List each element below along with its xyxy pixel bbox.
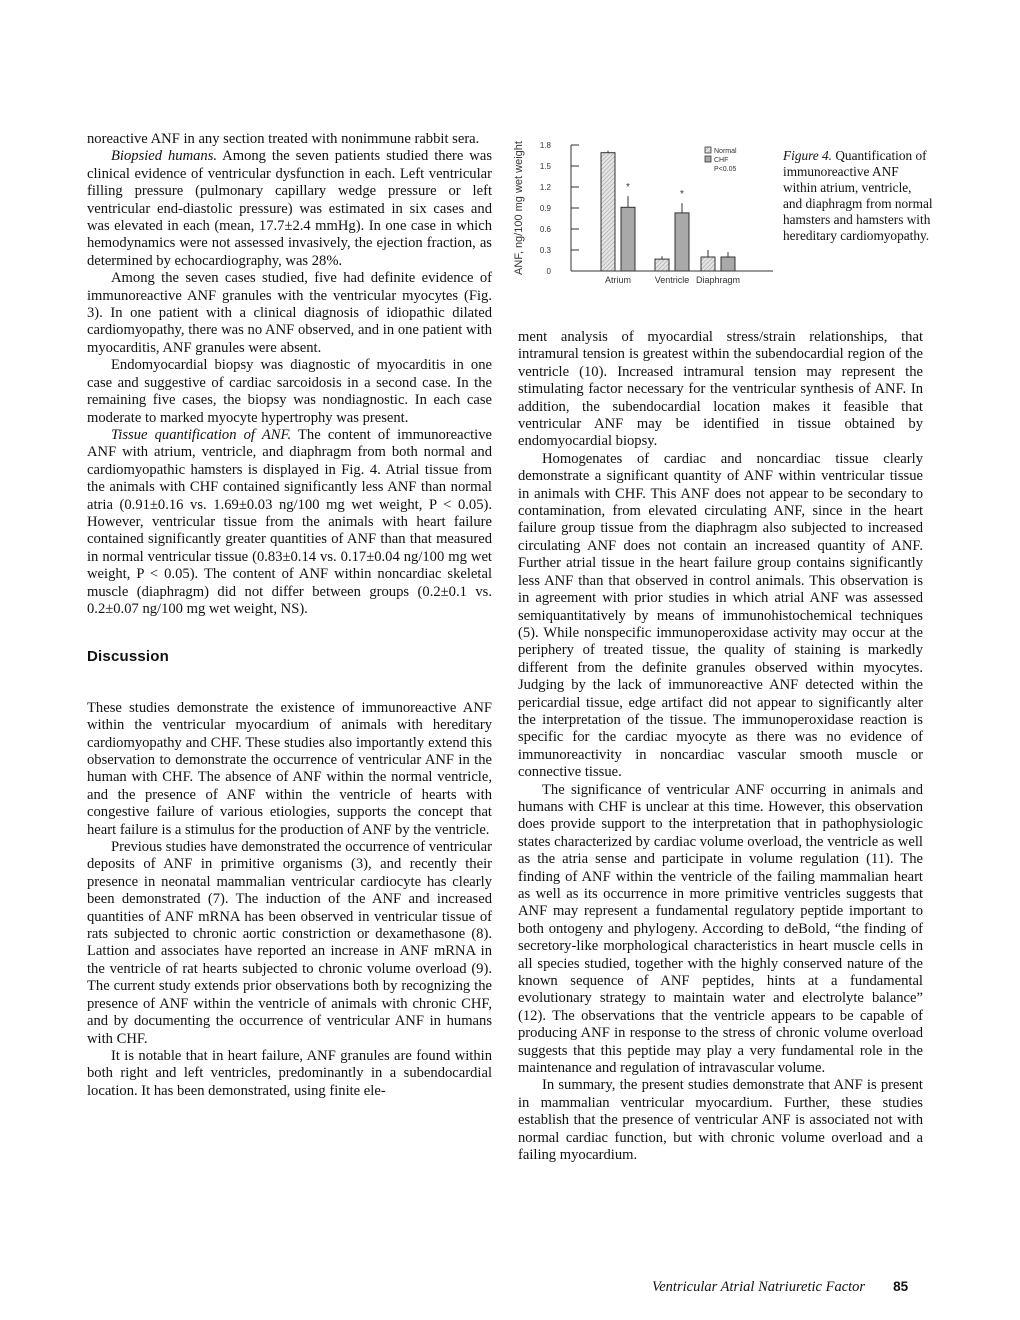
legend-note: P<0.05	[714, 166, 737, 173]
legend-swatch-chf	[705, 156, 711, 162]
bar-chart	[505, 130, 775, 290]
significance-marker: *	[626, 182, 630, 194]
legend-label: Normal	[714, 148, 737, 155]
bar-normal-atrium	[601, 153, 615, 271]
paragraph: Endomyocardial biopsy was diagnostic of myocarditis in one case and suggestive of cardiac sarcoidosis in a second case. In the remaining five cases, the biopsy was nondiagnostic. In each case moderate to marked myocyte hypertrophy was present.	[87, 357, 492, 426]
section-heading-discussion: Discussion	[87, 648, 170, 666]
paragraph: These studies demonstrate the existence of immunoreactive ANF within the ventricular myocardium of animals with hereditary cardiomyopathy and CHF. These studies also importantly extend this observation to demonstrate the occurrence of ventricular ANF in the human with CHF. The absence of ANF within the normal ventricle, and the presence of ANF within the ventricle of hearts with congestive failure of various etiologies, supports the concept that heart failure is a stimulus for the production of ANF by the ventricle.	[87, 699, 492, 838]
paragraph-lead: Biopsied humans.	[111, 148, 218, 165]
paragraph: It is notable that in heart failure, ANF granules are found within both right and left ventricles, predominantly in a subendocardial location. It has been demonstrated, using finite ele-	[87, 1047, 492, 1099]
figure-caption	[783, 148, 933, 245]
left-column	[87, 131, 492, 1100]
running-title: Ventricular Atrial Natriuretic Factor	[652, 1279, 866, 1295]
right-column	[518, 329, 923, 1165]
y-tick-label: 0	[546, 267, 551, 276]
bar-chf-ventricle	[675, 213, 689, 271]
paragraph: In summary, the present studies demonstrate that ANF is present in mammalian ventricular myocardium. Further, these studies establish that the presence of ventricular ANF is associated not with normal cardiac function, but with chronic volume overload and a failing myocardium.	[518, 1077, 923, 1164]
y-tick-label: 0.3	[539, 246, 551, 255]
y-axis-label: ANF, ng/100 mg wet weight	[513, 141, 525, 275]
y-tick-label: 0.9	[539, 204, 551, 213]
page-number: 85	[893, 1279, 909, 1294]
paragraph: The significance of ventricular ANF occurring in animals and humans with CHF is unclear at this time. However, this observation does provide support to the interpretation that in pathophysiologic states characterized by cardiac volume overload, the ventricle as well as the atria sense and participate in volume regulation (11). The finding of ANF within the ventricle of the failing mammalian heart as well as its occurrence in more primitive ventricles suggests that ANF may represent a fundamental regulatory peptide important to both ontogeny and phylogeny. According to deBold, “the finding of secretory-like morphological characteristics in heart muscle cells in all species studied, together with the highly conserved nature of the known sequence of ANF peptides, hints at a fundamental evolutionary strategy to maintain water and electrolyte balance” (12). The observations that the ventricle appears to be capable of producing ANF in response to the stress of chronic volume overload suggests that this peptide may play a very fundamental role in the maintenance and regulation of intravascular volume.	[518, 781, 923, 1077]
paragraph: noreactive ANF in any section treated with nonimmune rabbit sera.	[87, 131, 480, 147]
bar-chf-diaphragm	[721, 257, 735, 271]
x-tick-label: Atrium	[604, 275, 632, 285]
paragraph: Homogenates of cardiac and noncardiac tissue clearly demonstrate a significant quantity of ANF within ventricular tissue in animals with CHF. This ANF does not appear to be secondary to contamination, from elevated circulating ANF, since in the heart failure group tissue from the diaphragm also subjected to increased circulating ANF does not contain an increased quantity of ANF. Further atrial tissue in the heart failure group contains significantly less ANF than that observed in control animals. This observation is in agreement with prior studies in which atrial ANF was assessed semiquantitatively by means of immunohistochemical techniques (5). While nonspecific immunoperoxidase activity may occur at the periphery of treated tissue, the quality of staining is markedly different from the definite granules observed within myocytes. Judging by the lack of immunoreactive ANF detected within the pericardial tissue, edge artifact did not appear to significantly alter the interpretation of the tissue. The immunoperoxidase reaction is specific for the cardiac myocyte as there was no evidence of immunoreactivity in noncardiac vascular smooth muscle or connective tissue.	[518, 450, 923, 781]
paragraph-lead: Tissue quantification of ANF.	[111, 426, 292, 443]
legend-label: CHF	[714, 157, 729, 164]
y-tick-label: 1.8	[539, 141, 551, 150]
y-tick-label: 1.2	[539, 183, 551, 192]
significance-marker: *	[680, 189, 684, 201]
x-tick-label: Diaphragm	[695, 275, 741, 285]
figure-caption-text: Quantification of immunoreactive ANF within atrium, ventricle, and diaphragm from normal hamsters and hamsters with hereditary cardiomyopathy.	[783, 148, 933, 244]
page-footer	[652, 1279, 908, 1296]
paragraph: Among the seven cases studied, five had definite evidence of immunoreactive ANF granules with the ventricular myocytes (Fig. 3). In one patient with a clinical diagnosis of idiopathic dilated cardiomyopathy, there was no ANF observed, and in one patient with myocarditis, ANF granules were absent.	[87, 270, 492, 356]
bar-normal-ventricle	[655, 259, 669, 271]
figure-label: Figure 4.	[783, 148, 832, 163]
paragraph: Biopsied humans. Among the seven patients studied there was clinical evidence of ventricular dysfunction in each. Left ventricular filling pressure (pulmonary capillary wedge pressure or left ventricular end-diastolic pressure) was estimated in six cases and was elevated in each (mean, 17.7±2.4 mmHg). In one case in which hemodynamics were not assessed invasively, the ejection fraction, as determined by echocardiography, was 28%.	[87, 148, 492, 269]
bar-chf-atrium	[621, 207, 635, 271]
legend-swatch-normal	[705, 147, 711, 153]
x-tick-label: Ventricle	[654, 275, 690, 285]
y-tick-label: 1.5	[539, 162, 551, 171]
paragraph: Previous studies have demonstrated the occurrence of ventricular deposits of ANF in primitive organisms (3), and recently their presence in neonatal mammalian ventricular cardiocyte has clearly been demonstrated (7). The induction of the ANF and increased quantities of ANF mRNA has been observed in ventricular tissue of rats subjected to chronic aortic constriction or dexamethasone (8). Lattion and associates have reported an increase in ANF mRNA in the ventricle of rat hearts subjected to chronic volume overload (9). The current study extends prior observations both by recognizing the presence of ANF within the ventricle of animals with chronic CHF, and by documenting the occurrence of ventricular ANF in humans with CHF.	[87, 839, 492, 1047]
paragraph: Tissue quantification of ANF. The content of immunoreactive ANF with atrium, ventricle, and diaphragm from both normal and cardiomyopathic hamsters is displayed in Fig. 4. Atrial tissue from the animals with CHF contained significantly less ANF than normal atria (0.91±0.16 vs. 1.69±0.03 ng/100 mg wet weight, P < 0.05). However, ventricular tissue from the animals with heart failure contained significantly greater quantities of ANF than that measured in normal ventricular tissue (0.83±0.14 vs. 0.17±0.04 ng/100 mg wet weight, P < 0.05). The content of ANF within noncardiac skeletal muscle (diaphragm) did not differ between groups (0.2±0.1 vs. 0.2±0.07 ng/100 mg wet weight, NS).	[87, 426, 492, 617]
paragraph: ment analysis of myocardial stress/strain relationships, that intramural tension is greatest within the subendocardial region of the ventricle (10). Increased intramural tension may represent the stimulating factor necessary for the ventricular synthesis of ANF. In addition, the subendocardial location makes it feasible that ventricular ANF may be identified in tissue obtained by endomyocardial biopsy.	[518, 329, 923, 450]
bar-normal-diaphragm	[701, 257, 715, 271]
y-tick-label: 0.6	[539, 225, 551, 234]
